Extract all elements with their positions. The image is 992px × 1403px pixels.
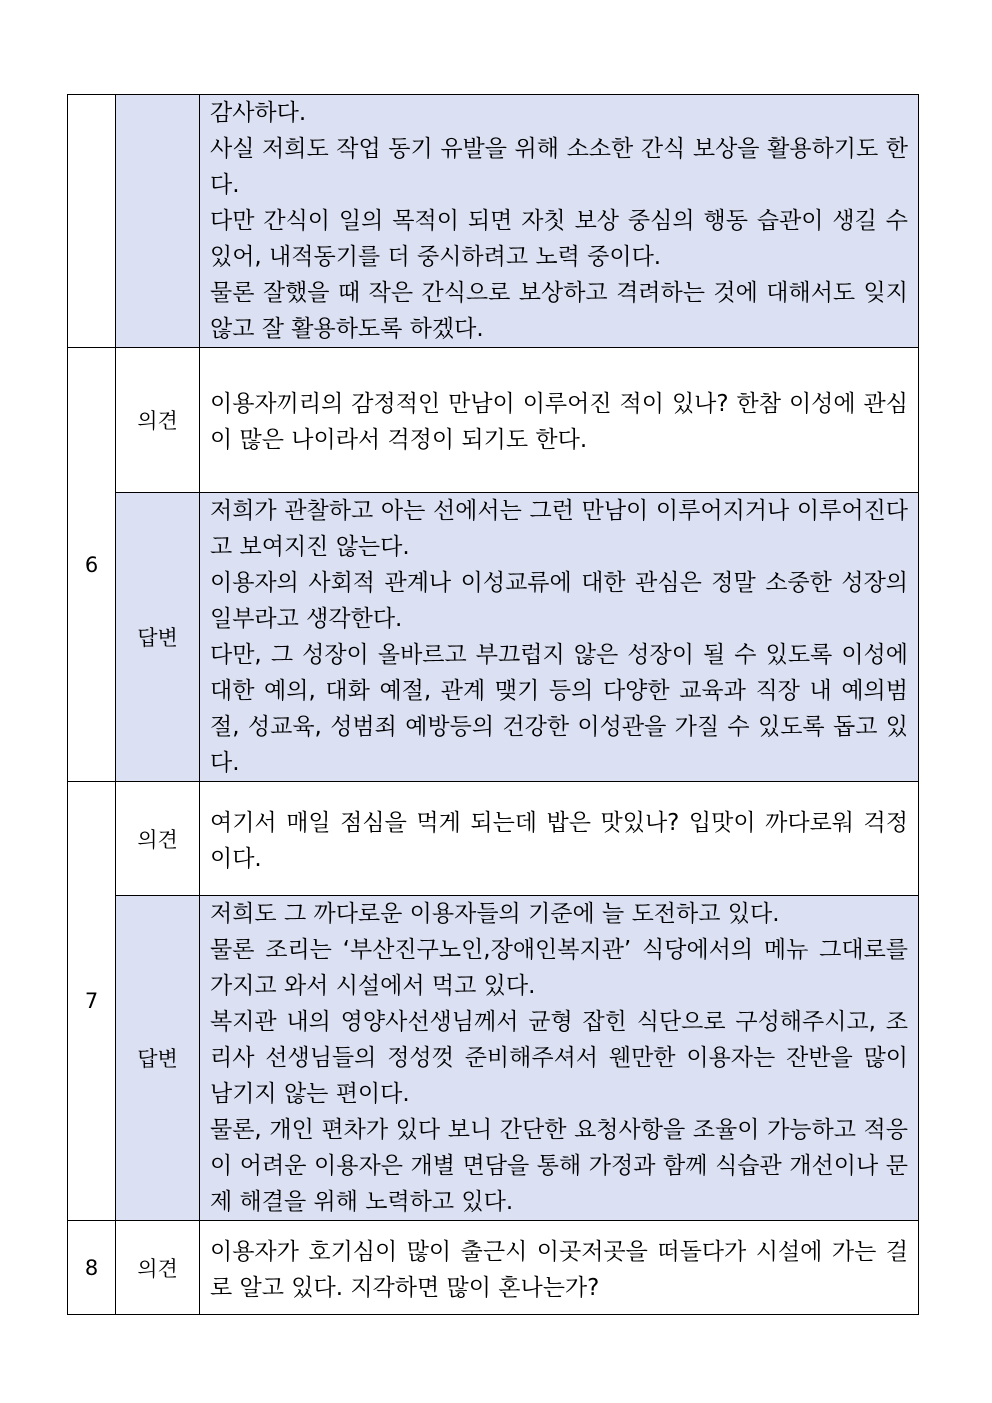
answer-label: 답변 [116, 493, 200, 782]
answer-line: 사실 저희도 작업 동기 유발을 위해 소소한 간식 보상을 활용하기도 한다. [210, 136, 908, 198]
answer-line: 감사하다. [210, 100, 307, 126]
answer-content [200, 95, 919, 348]
answer-line: 저희가 관찰하고 아는 선에서는 그런 만남이 이루어지거나 이루어진다고 보여지진 않는다. [210, 498, 908, 560]
answer-line: 물론 잘했을 때 작은 간식으로 보상하고 격려하는 것에 대해서도 잊지 않고 잘 활용하도록 하겠다. [210, 280, 908, 342]
opinion-row [68, 348, 919, 493]
opinion-text: 여기서 매일 점심을 먹게 되는데 밥은 맛있나? 입맛이 까다로워 걱정이다. [210, 809, 908, 872]
answer-row [68, 493, 919, 782]
type-cell [116, 95, 200, 348]
opinion-content [200, 1221, 919, 1315]
answer-line: 저희도 그 까다로운 이용자들의 기준에 늘 도전하고 있다. [210, 901, 780, 927]
continuation-row [68, 95, 919, 348]
opinion-text: 이용자가 호기심이 많이 출근시 이곳저곳을 떠돌다가 시설에 가는 걸로 알고 있다. 지각하면 많이 혼나는가? [210, 1238, 908, 1301]
answer-line: 물론, 개인 편차가 있다 보니 간단한 요청사항을 조율이 가능하고 적응이 어려운 이용자은 개별 면담을 통해 가정과 함께 식습관 개선이나 문제 해결을 위해 노력하고 있다. [210, 1117, 908, 1215]
qa-table [67, 94, 919, 1315]
answer-row [68, 896, 919, 1221]
opinion-row [68, 782, 919, 896]
row-number-cell [68, 95, 116, 348]
answer-line: 복지관 내의 영양사선생님께서 균형 잡힌 식단으로 구성해주시고, 조리사 선생님들의 정성껏 준비해주셔서 웬만한 이용자는 잔반을 많이 남기지 않는 편이다. [210, 1009, 908, 1107]
row-number: 6 [68, 348, 116, 782]
answer-content [200, 896, 919, 1221]
opinion-content [200, 348, 919, 493]
opinion-label: 의견 [116, 1221, 200, 1315]
row-number: 7 [68, 782, 116, 1221]
answer-line: 물론 조리는 ‘부산진구노인,장애인복지관’ 식당에서의 메뉴 그대로를 가지고 와서 시설에서 먹고 있다. [210, 937, 908, 999]
opinion-text: 이용자끼리의 감정적인 만남이 이루어진 적이 있나? 한참 이성에 관심이 많은 나이라서 걱정이 되기도 한다. [210, 391, 908, 453]
answer-line: 이용자의 사회적 관계나 이성교류에 대한 관심은 정말 소중한 성장의 일부라고 생각한다. [210, 570, 908, 632]
row-number: 8 [68, 1221, 116, 1315]
opinion-row [68, 1221, 919, 1315]
answer-line: 다만 간식이 일의 목적이 되면 자칫 보상 중심의 행동 습관이 생길 수 있어, 내적동기를 더 중시하려고 노력 중이다. [210, 208, 908, 270]
answer-line: 다만, 그 성장이 올바르고 부끄럽지 않은 성장이 될 수 있도록 이성에 대한 예의, 대화 예절, 관계 맺기 등의 다양한 교육과 직장 내 예의범절, 성교육, 성범죄 예방등의 건강한 이성관을 가질 수 있도록 돕고 있다. [210, 642, 908, 776]
answer-label: 답변 [116, 896, 200, 1221]
answer-content [200, 493, 919, 782]
opinion-label: 의견 [116, 348, 200, 493]
opinion-content [200, 782, 919, 896]
opinion-label: 의견 [116, 782, 200, 896]
